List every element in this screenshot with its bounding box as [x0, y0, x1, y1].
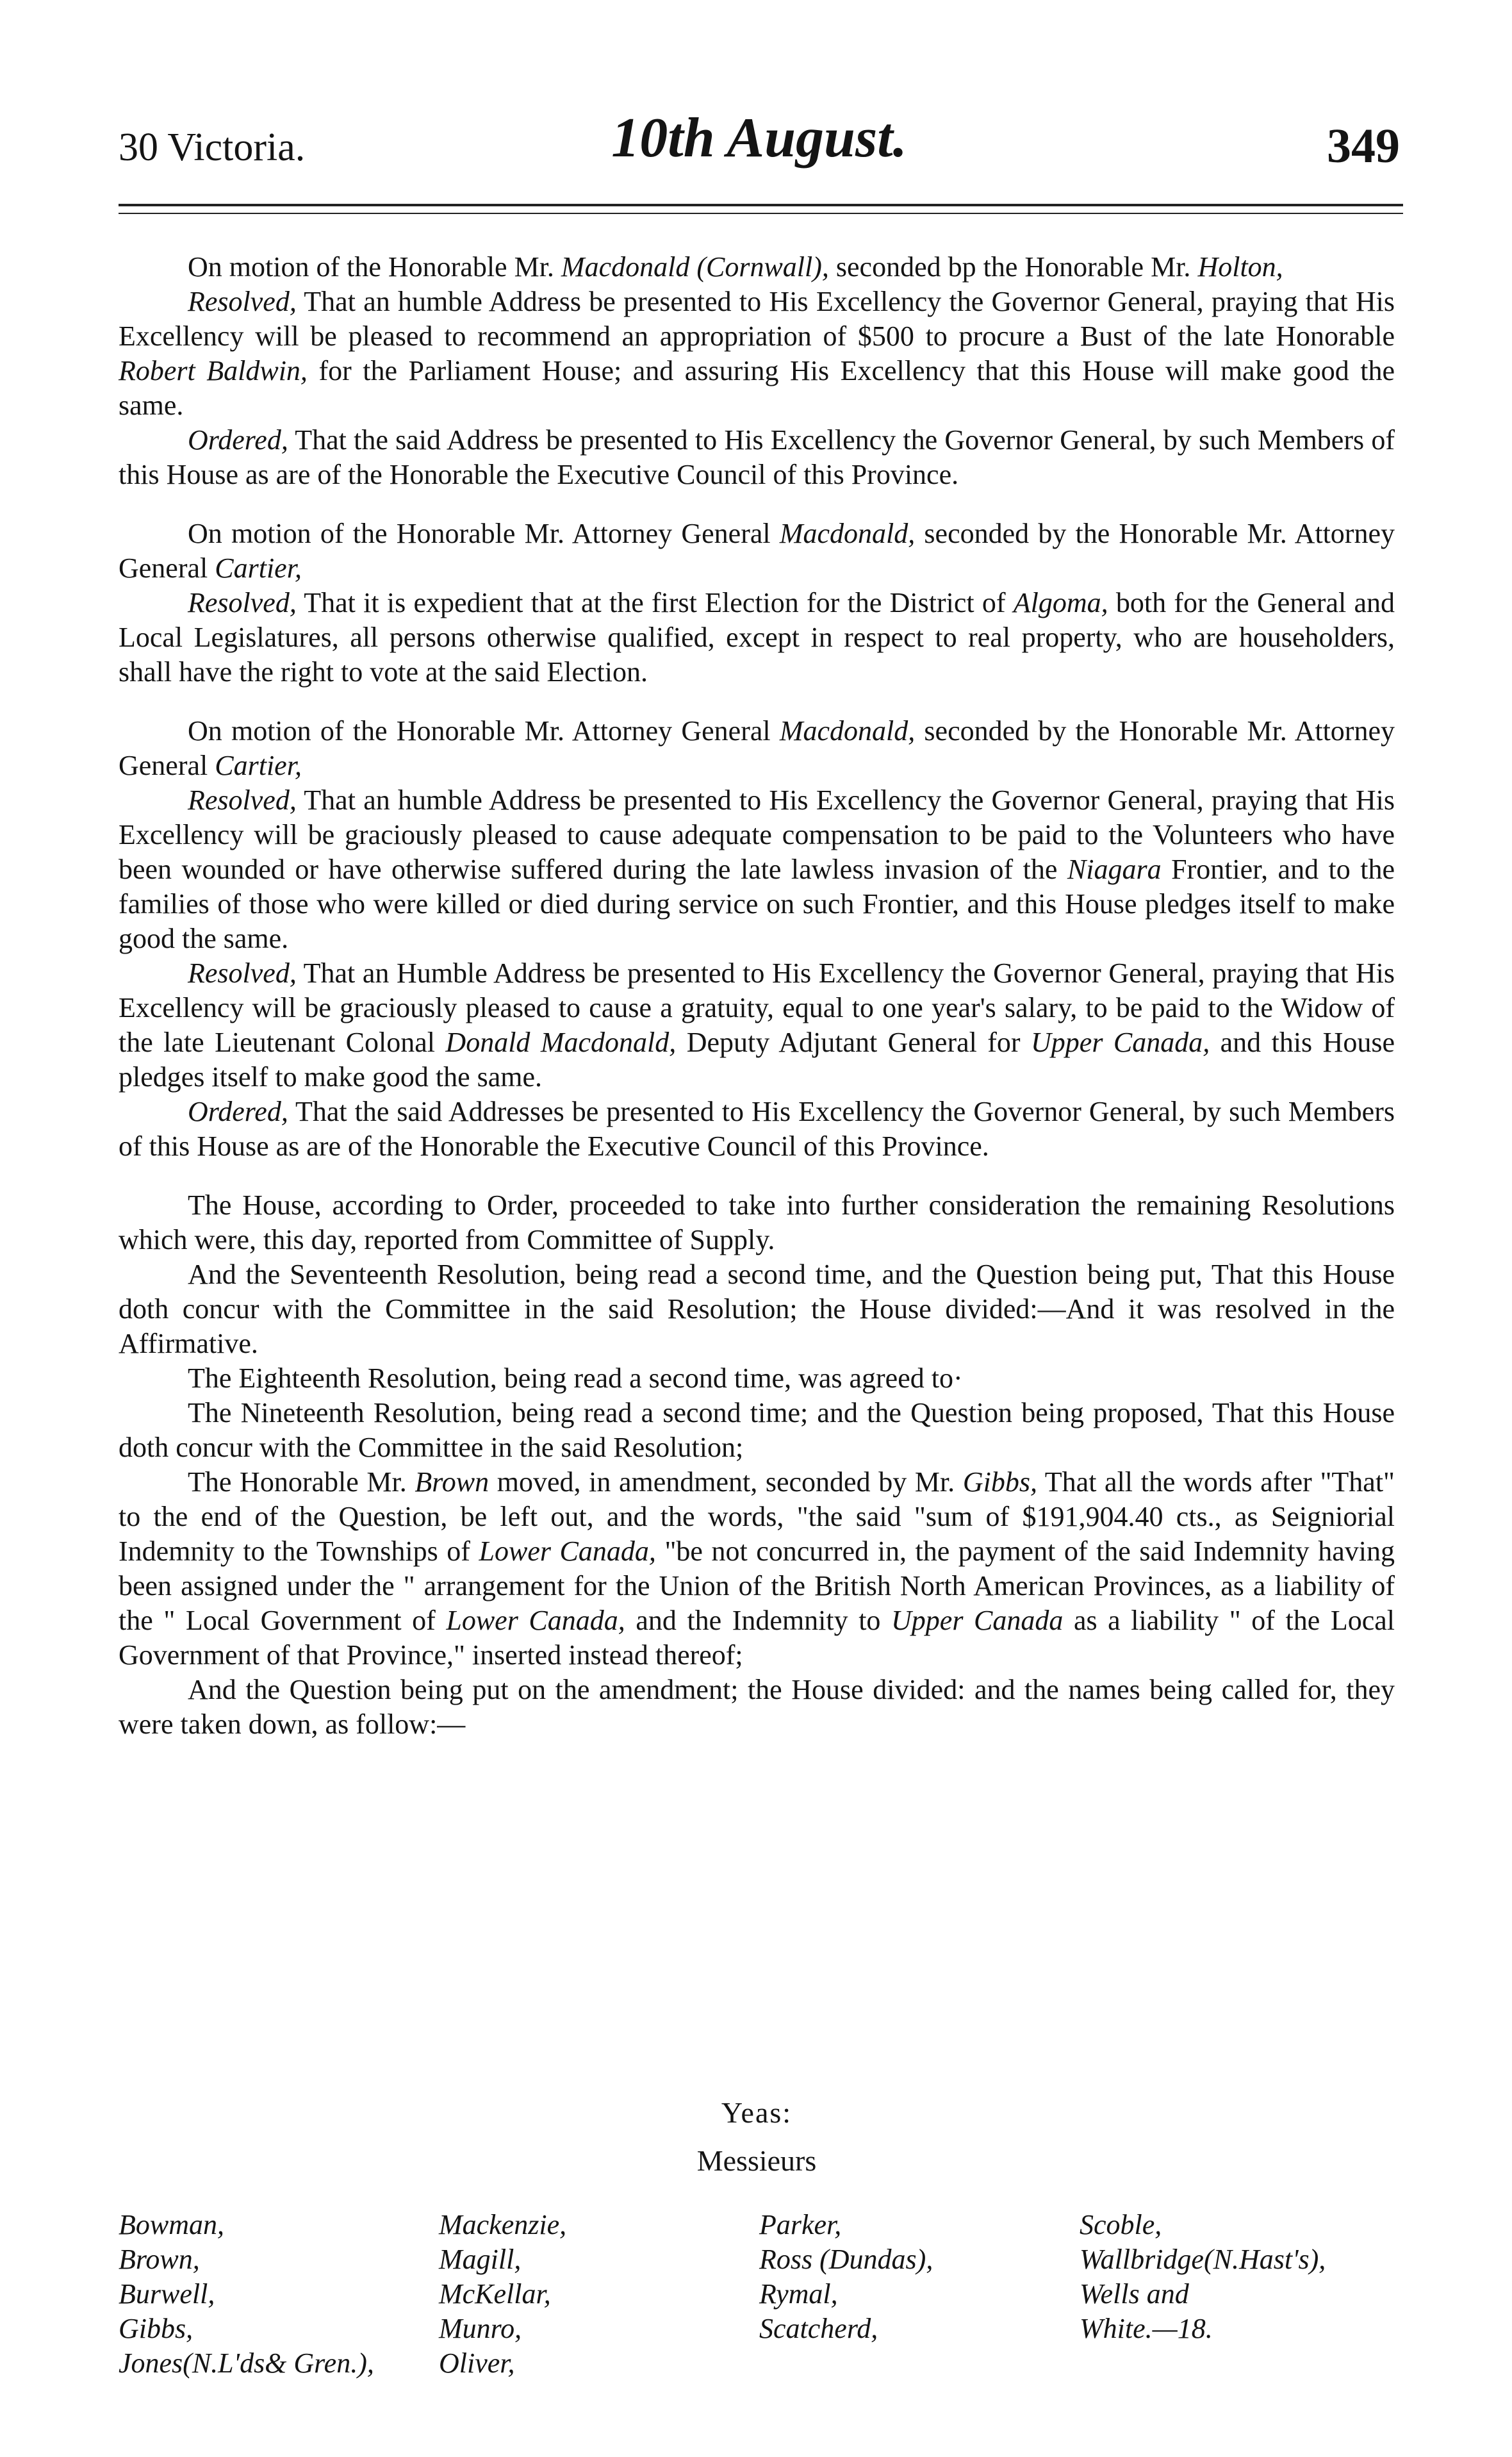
- member-name: Scatcherd,: [759, 2313, 878, 2344]
- motion-3-ordered: Ordered, That the said Addresses be presented to His Excellency the Governor General, by such Members of this House as are of the Honorable the Executive Council of this Province.: [119, 1096, 1395, 1162]
- member-name: Mackenzie,: [439, 2209, 567, 2240]
- date-heading: 10th August.: [611, 107, 907, 169]
- division-statement: And the Question being put on the amendment; the House divided: and the names being called for, they were taken down, as follow:—: [119, 1674, 1395, 1740]
- motion-3-resolved-compensation: Resolved, That an humble Address be presented to His Excellency the Governor General, praying that His Excellency will be graciously pleased to cause adequate compensation to be paid to the Volunteers who have been wounded or have otherwise suffered during the late lawless invasion of the Niagara Frontier, and to the families of those who were killed or died during service on such Frontier, and this House pledges itself to make good the same.: [119, 784, 1395, 954]
- messieurs-heading: Messieurs: [696, 2144, 817, 2177]
- member-name: Parker,: [759, 2209, 842, 2240]
- motion-1-ordered: Ordered, That the said Address be presented to His Excellency the Governor General, by such Members of this House as are of the Honorable the Executive Council of this Province.: [119, 424, 1395, 490]
- names-column-3: [759, 2208, 933, 2346]
- motion-3-intro: On motion of the Honorable Mr. Attorney General Macdonald, seconded by the Honorable Mr. Attorney General Cartier,: [119, 715, 1395, 781]
- member-name: Munro,: [439, 2313, 522, 2344]
- amendment-motion: The Honorable Mr. Brown moved, in amendment, seconded by Mr. Gibbs, That all the words after "That" to the end of the Question, be left out, and the words, "the said "sum of $191,904.40 cts., as Seigniorial Indemnity to the Townships of Lower Canada, "be not concurred in, the payment of the said Indemnity having been assigned under the " arrangement for the Union of the British North American Provinces, as a liability of the " Local Government of Lower Canada, and the Indemnity to Upper Canada as a liability " of the Local Government of that Province," inserted instead thereof;: [119, 1466, 1395, 1671]
- member-name: Rymal,: [759, 2278, 838, 2310]
- names-column-1: [119, 2208, 374, 2381]
- motion-2-resolved: Resolved, That it is expedient that at the first Election for the District of Algoma, both for the General and Local Legislatures, all persons otherwise qualified, except in respect to real property, who are householders, shall have the right to vote at the said Election.: [119, 587, 1395, 688]
- page-header: [119, 106, 1400, 189]
- motion-3-resolved-gratuity: Resolved, That an Humble Address be presented to His Excellency the Governor General, praying that His Excellency will be graciously pleased to cause a gratuity, equal to one year's salary, to be paid to the Widow of the late Lieutenant Colonal Donald Macdonald, Deputy Adjutant General for Upper Canada, and this House pledges itself to make good the same.: [119, 957, 1395, 1093]
- member-name: Wallbridge(N.Hast's),: [1080, 2244, 1326, 2275]
- page-number: 349: [1327, 119, 1400, 173]
- motion-1-intro: On motion of the Honorable Mr. Macdonald (Cornwall), seconded bp the Honorable Mr. Holton,: [188, 251, 1283, 283]
- eighteenth-resolution: The Eighteenth Resolution, being read a second time, was agreed to·: [188, 1362, 963, 1394]
- header-rule-thin: [119, 213, 1403, 214]
- member-name: Brown,: [119, 2244, 200, 2275]
- session-label: 30 Victoria.: [119, 126, 306, 169]
- supply-intro: The House, according to Order, proceeded to take into further consideration the remaining Resolutions which were, this day, reported from Committee of Supply.: [119, 1189, 1395, 1255]
- member-name: Bowman,: [119, 2209, 224, 2240]
- yeas-heading: Yeas:: [721, 2096, 793, 2129]
- motion-2-intro: On motion of the Honorable Mr. Attorney General Macdonald, seconded by the Honorable Mr. Attorney General Cartier,: [119, 518, 1395, 584]
- member-name: Jones(N.L'ds& Gren.),: [119, 2347, 374, 2379]
- member-name: Magill,: [439, 2244, 522, 2275]
- seventeenth-resolution: And the Seventeenth Resolution, being read a second time, and the Question being put, That this House doth concur with the Committee in the said Resolution; the House divided:—And it was resolved in the Affirmative.: [119, 1259, 1395, 1359]
- member-name: Scoble,: [1080, 2209, 1162, 2240]
- header-rule-thick: [119, 204, 1403, 206]
- journal-body: [119, 250, 1395, 1742]
- member-name: Burwell,: [119, 2278, 215, 2310]
- member-name: Gibbs,: [119, 2313, 193, 2344]
- member-name: Wells and: [1080, 2278, 1189, 2310]
- member-name: White.—18.: [1080, 2313, 1213, 2344]
- names-column-4: [1080, 2208, 1326, 2346]
- nineteenth-resolution: The Nineteenth Resolution, being read a second time; and the Question being proposed, That this House doth concur with the Committee in the said Resolution;: [119, 1397, 1395, 1463]
- names-column-2: [439, 2208, 566, 2381]
- member-name: Oliver,: [439, 2347, 515, 2379]
- member-name: McKellar,: [439, 2278, 551, 2310]
- member-name: Ross (Dundas),: [759, 2244, 933, 2275]
- motion-1-resolved: Resolved, That an humble Address be presented to His Excellency the Governor General, praying that His Excellency will be pleased to recommend an appropriation of $500 to procure a Bust of the late Honorable Robert Baldwin, for the Parliament House; and assuring His Excellency that this House will make good the same.: [119, 286, 1395, 421]
